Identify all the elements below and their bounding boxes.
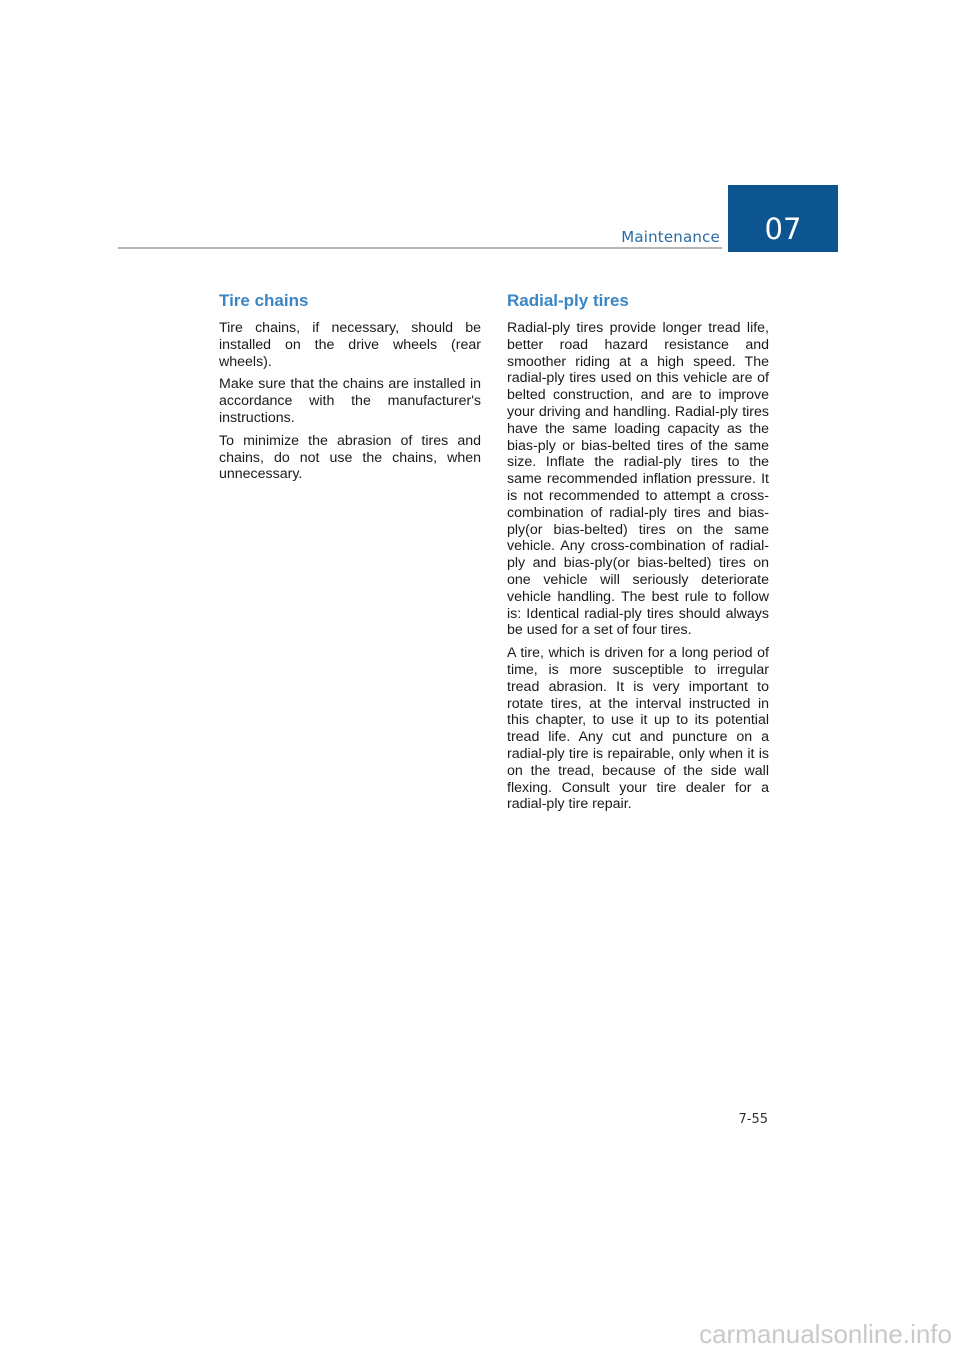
tire-chains-paragraph: Make sure that the chains are installed in accordance with the manufacturer's instructions. [219,376,481,426]
tire-chains-paragraph: Tire chains, if necessary, should be installed on the drive wheels (rear wheels). [219,320,481,370]
chapter-tab [728,185,838,252]
radial-ply-title: Radial-ply tires [507,291,629,310]
watermark-text: carmanualsonline.info [699,1319,952,1349]
radial-ply-paragraph: Radial-ply tires provide longer tread life, better road hazard resistance and smoother riding at a high speed. The radial-ply tires used on this vehicle are of belted construction, and are to improve your driving and handling. Radial-ply tires have the same loading capacity as the bias-ply or bias-belted tires of the same size. Inflate the radial-ply tires to the same recommended inflation pressure. It is not recommended to attempt a cross-combination of radial-ply tires and bias-ply(or bias-belted) tires on the same vehicle. Any cross-combination of radial-ply and bias-ply(or bias-belted) tires on one vehicle will seriously deteriorate vehicle handling. The best rule to follow is: Identical radial-ply tires should always be used for a set of four tires. [507,320,769,639]
header-rule [118,247,722,249]
section-label: Maintenance [621,228,720,246]
radial-ply-paragraph: A tire, which is driven for a long period of time, is more susceptible to irregular tread abrasion. It is very important to rotate tires, at the interval instructed in this chapter, to use it up to its potential tread life. Any cut and puncture on a radial-ply tire is repairable, only when it is on the tread, because of the side wall flexing. Consult your tire dealer for a radial-ply tire repair. [507,645,769,813]
page-number: 7-55 [738,1112,768,1127]
tire-chains-title: Tire chains [219,291,309,310]
tire-chains-paragraph: To minimize the abrasion of tires and chains, do not use the chains, when unnecessary. [219,432,481,483]
tire-chains-section [219,291,481,489]
radial-ply-section [507,291,769,819]
chapter-number: 07 [764,212,802,246]
